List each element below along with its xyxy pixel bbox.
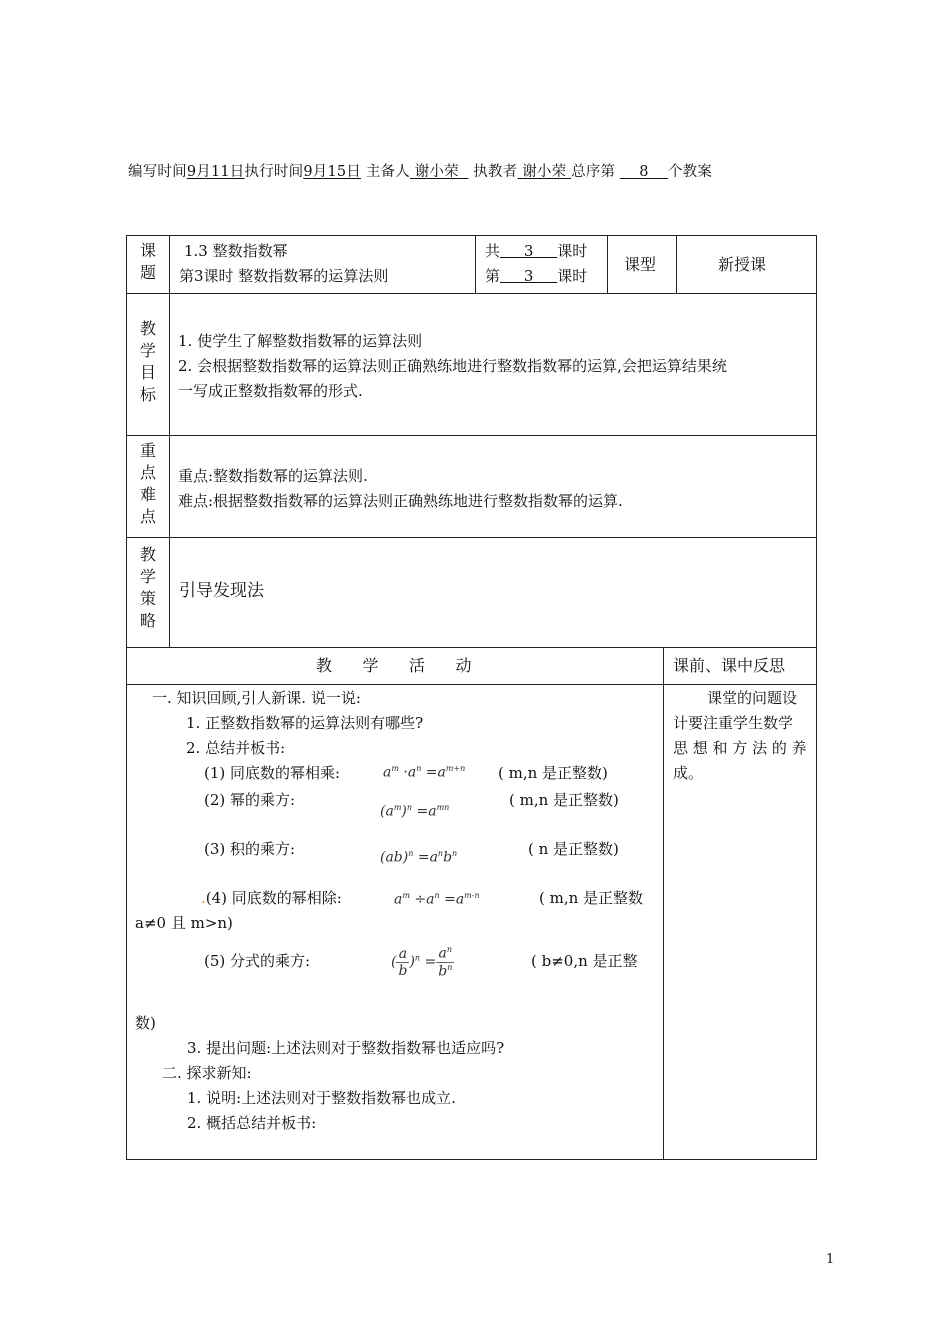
- exec-label: 执行时间: [244, 164, 304, 180]
- lesson-type-value: 新授课: [718, 255, 767, 274]
- rule-5-formula: ( $\frac{a}{b}$ )$^n$ = $\frac{a^n}{b^n}$: [391, 945, 453, 980]
- rule-5-label: (5) 分式的乘方:: [204, 952, 311, 970]
- section-1-title: 一. 知识回顾,引人新课. 说一说:: [152, 689, 361, 707]
- strategy-label: 教 学 策 略: [139, 545, 156, 630]
- rule-2-label: (2) 幂的乘方:: [204, 791, 296, 809]
- exec-date: 9月15日: [303, 164, 361, 180]
- rule-3-label: (3) 积的乘方:: [204, 840, 296, 858]
- objectives-label: 教 学 目 标: [139, 319, 156, 404]
- rule-1-label: (1) 同底数的幂相乘:: [204, 764, 341, 782]
- header-line: [128, 160, 828, 181]
- reflection-line-3: 思 想 和 方 法 的 养: [673, 739, 807, 757]
- rule-4-condition-cont: a≠0 且 m>n): [135, 914, 233, 932]
- rule-1-condition: ( m,n 是正整数): [498, 764, 608, 782]
- activities-heading: 教 学 活 动: [316, 656, 472, 675]
- keypoints-label: 重 点 难 点: [139, 441, 156, 526]
- rule-3-formula: $(ab)^n =a^nb^n$: [380, 849, 458, 866]
- reflection-line-2: 计要注重学生数学: [673, 714, 794, 732]
- lesson-type-label: 课型: [624, 255, 657, 274]
- write-label: 编写时间: [128, 164, 187, 180]
- reflection-line-4: 成。: [673, 764, 704, 782]
- page-number: 1: [826, 1252, 835, 1267]
- topic-line1: 1.3 整数指数幂: [184, 242, 288, 260]
- difficult-point: 难点:根据整数指数幂的运算法则正确熟练地进行整数指数幂的运算.: [178, 492, 623, 510]
- reflection-line-1: 课堂的问题设: [707, 689, 798, 707]
- objective-2-cont: 一写成正整数指数幂的形式.: [178, 382, 363, 400]
- write-date: 9月11日: [186, 164, 245, 180]
- total-periods: 共 3 课时: [485, 242, 588, 260]
- objective-2: 2. 会根据整数指数幂的运算法则正确熟练地进行整数指数幂的运算,会把运算结果统: [178, 357, 727, 375]
- rule-2-formula: $(a^m)^n =a^{mn}$: [380, 803, 450, 820]
- section-2-item-2: 2. 概括总结并板书:: [187, 1114, 317, 1132]
- section-2-item-1: 1. 说明:上述法则对于整数指数幂也成立.: [187, 1089, 456, 1107]
- preparer: 谢小荣: [414, 164, 459, 180]
- rule-5-condition: ( b≠0,n 是正整: [531, 952, 638, 970]
- teacher-label: 执教者: [473, 164, 518, 180]
- seq-label: 总序第: [571, 164, 616, 180]
- rule-4-label: .(4) 同底数的幂相除:: [201, 889, 342, 907]
- lesson-plan-table: [126, 235, 817, 1160]
- seq-suffix: 个教案: [667, 164, 713, 180]
- rule-4-condition: ( m,n 是正整数: [539, 889, 644, 907]
- rule-2-condition: ( m,n 是正整数): [509, 791, 619, 809]
- strategy-value: 引导发现法: [179, 581, 264, 601]
- question-1: 1. 正整数指数幂的运算法则有哪些?: [186, 714, 424, 732]
- topic-label: 课 题: [139, 241, 156, 282]
- seq-value: 8: [639, 164, 649, 180]
- topic-line2: 第3课时 整数指数幂的运算法则: [179, 267, 389, 285]
- current-period: 第 3 课时: [485, 267, 588, 285]
- rule-5-condition-cont: 数): [135, 1014, 156, 1032]
- section-2-title: 二. 探求新知:: [162, 1064, 252, 1082]
- preparer-label: 主备人: [365, 164, 410, 180]
- question-2: 2. 总结并板书:: [186, 739, 286, 757]
- objective-1: 1. 使学生了解整数指数幂的运算法则: [178, 332, 423, 350]
- rule-3-condition: ( n 是正整数): [528, 840, 619, 858]
- rule-4-formula: $a^m \div a^n =a^{m-n}$: [394, 891, 480, 908]
- reflection-heading: 课前、课中反思: [673, 656, 786, 675]
- key-point: 重点:整数指数幂的运算法则.: [178, 467, 368, 485]
- question-3: 3. 提出问题:上述法则对于整数指数幂也适应吗?: [187, 1039, 505, 1057]
- rule-1-formula: $a^m \cdot a^n =a^{m+n}$: [383, 764, 466, 781]
- teacher: 谢小荣: [522, 164, 567, 180]
